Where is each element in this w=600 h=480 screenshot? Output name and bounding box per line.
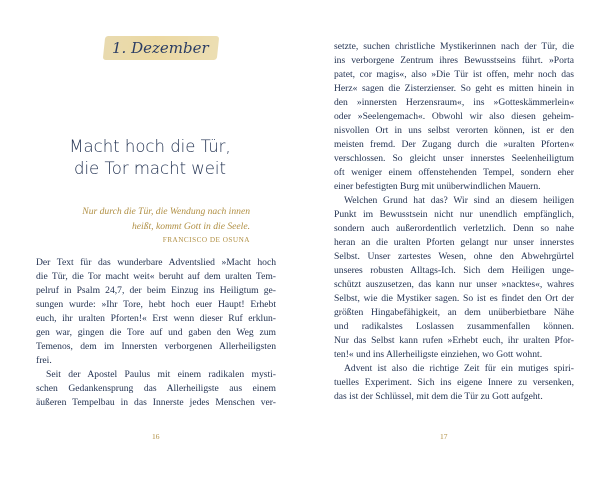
text-line: Selbst, wie die Mystiker sagen. So ist es findet den Ort der [334, 293, 574, 304]
text-line: Punkt im Bewusstsein nicht nur unendlich empfänglich, [334, 209, 574, 220]
text-line: patet, cor magis«, also »Die Tür ist offen, mehr noch das [334, 69, 574, 80]
text-line: nisvollen Ort in uns selbst verorten können, ist er den [334, 125, 574, 136]
motto-line: heißt, kommt Gott in die Seele. [131, 220, 250, 232]
page-number: 16 [152, 432, 160, 441]
text-line: Nur das Selbst kann rufen »Erhebt euch, ihr uralten Pfor- [334, 335, 574, 346]
right-page [300, 0, 600, 480]
text-line: heran an die uralten Pforten gelangt nur unser innerstes [334, 237, 574, 248]
text-line: sungen wurde: »Ihr Tore, hebt hoch euer Haupt! Erhebt [36, 299, 276, 310]
text-line: die Tür, die Tor macht weit« beruht auf dem uralten Tem- [36, 271, 276, 282]
text-line: größten Hingabefähigkeit, an dem unüberbietbare Nähe [334, 307, 574, 318]
text-line: sondern auch außerordentlich verletzlich. Denn so nahe [334, 223, 574, 234]
text-line: Selbst. Unser zartestes Wesen, ohne den Abwehrgürtel [334, 251, 574, 262]
motto-quote [40, 205, 250, 234]
title-line: Macht hoch die Tür, [69, 137, 231, 156]
text-line: schützt auszusetzen, das kann nur unser »nacktes«, wahres [334, 279, 574, 290]
text-line: setzte, suchen christliche Mystikerinnen nach der Tür, die [334, 41, 574, 52]
chapter-title [40, 136, 260, 180]
text-line: äußeren Tempelbau in das Innerste jedes Menschen ver- [36, 397, 276, 408]
text-line: Advent ist also die richtige Zeit für ein mutiges spiri- [344, 363, 574, 374]
text-line: schen Gedankensprung das Allerheiligste aus einem [36, 383, 276, 394]
text-line: Temenos, dem im Innersten verborgenen Allerheiligsten [36, 341, 276, 352]
text-line: frei. [36, 355, 52, 366]
text-line: den »innersten Herzensraum«, ins »Gotteskämmerlein« [334, 97, 574, 108]
text-line: verschlossen. So gleicht unser innerstes Seelenheiligtum [334, 153, 574, 164]
motto-line: Nur durch die Tür, die Wendung nach innen [82, 206, 250, 217]
text-line: ten!« und ins Allerheiligste einziehen, wo Gott wohnt. [334, 349, 543, 360]
text-line: das ist der Schlüssel, mit dem die Tür zu Gott aufgeht. [334, 391, 543, 402]
text-line: unseres robusten Alltags-Ich. Sich dem Heiligen unge- [334, 265, 574, 276]
text-line: meisten fremd. Der Zugang durch die »uralten Pforten« [334, 139, 574, 150]
text-line: tuelles Experiment. Sich ins eigene Innere zu versenken, [334, 377, 574, 388]
text-line: Seit der Apostel Paulus mit einem radikalen mysti- [46, 369, 276, 380]
text-line: pelruf in Psalm 24,7, der beim Einzug ins Heiligtum ge- [36, 285, 276, 296]
text-line: gen war, gingen die Tore auf und gaben den Weg zum [36, 327, 276, 338]
text-line: ins verborgene Zentrum ihres Bewusstseins führt. »Porta [334, 55, 574, 66]
text-line: Der Text für das wunderbare Adventslied »Macht hoch [36, 257, 276, 268]
text-line: Herz« sagen die Zisterzienser. So geht es mitten hinein in [334, 83, 574, 94]
body-text [334, 40, 574, 404]
text-line: euch, ihr uralten Pforten!« Erst wenn dieser Ruf erklun- [36, 313, 276, 324]
title-line: die Tor macht weit [74, 159, 226, 178]
date-label: 1. Dezember [112, 39, 209, 57]
text-line: oft weniger einem offenstehenden Tempel, sondern eher [334, 167, 574, 178]
body-text [36, 256, 276, 410]
page-number: 17 [440, 432, 448, 441]
text-line: oder »Seelengemach«. Obwohl wir also diesen geheim- [334, 111, 574, 122]
text-line: und radikalstes Loslassen zusammenfallen können. [334, 321, 574, 332]
text-line: einer befestigten Burg mit unüberwindlichen Mauern. [334, 181, 541, 192]
text-line: Welchen Grund hat das? Wir sind an diesem heiligen [344, 195, 574, 206]
motto-author: FRANCISCO DE OSUNA [162, 236, 250, 244]
